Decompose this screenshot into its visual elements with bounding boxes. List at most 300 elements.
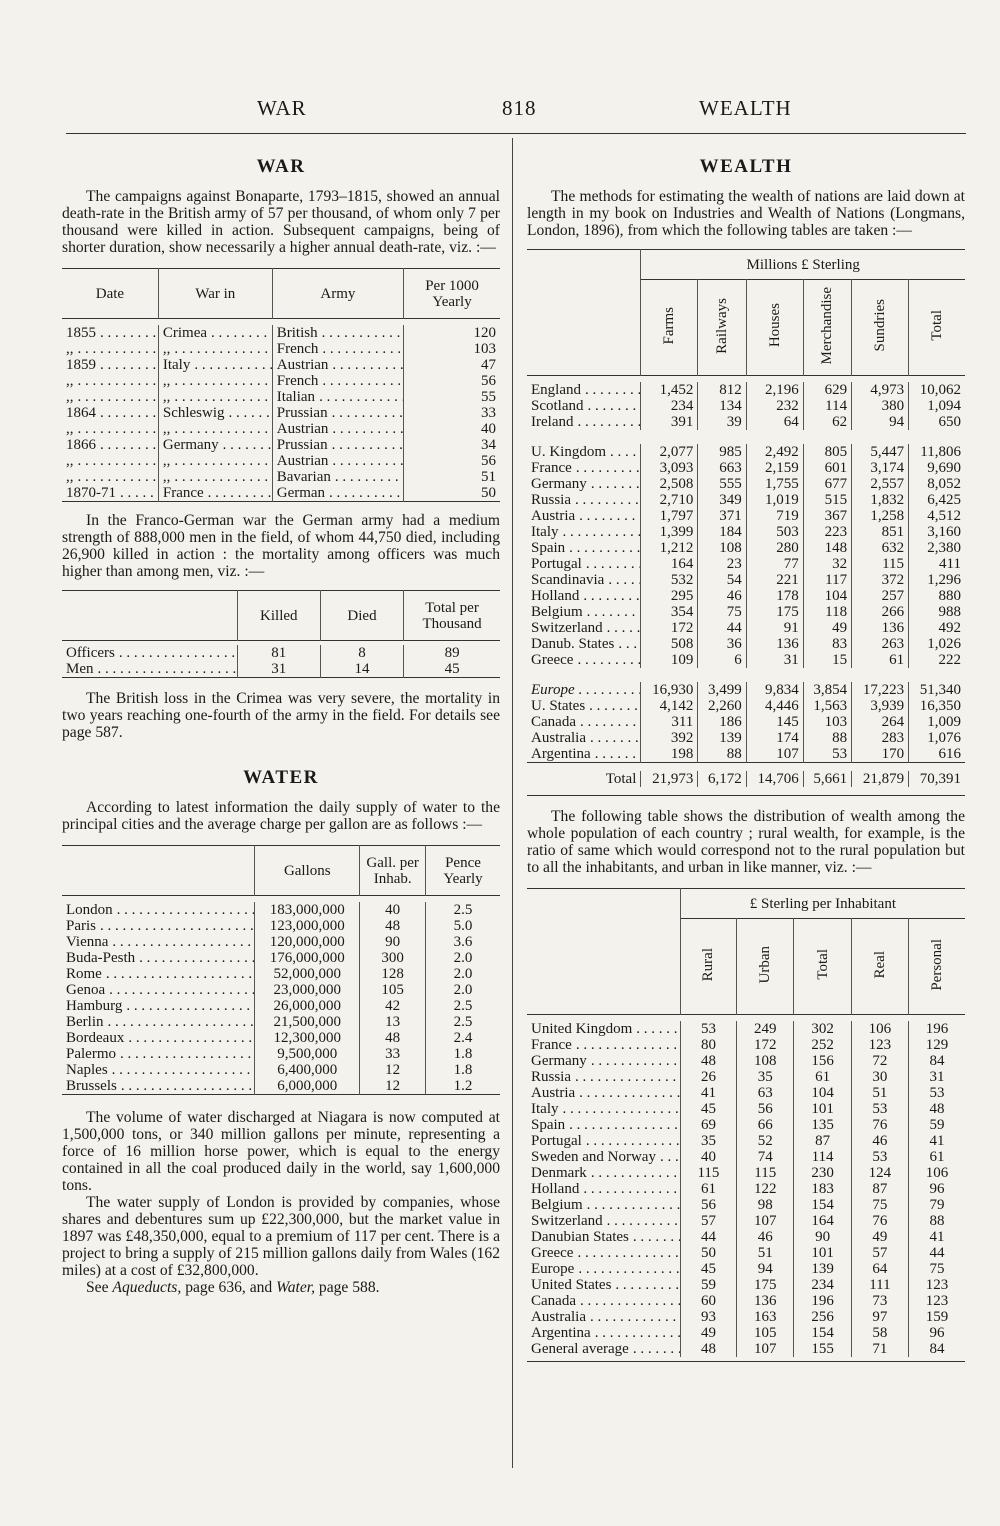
table-cell: 2.5 (426, 902, 500, 918)
table-cell: 107 (737, 1341, 794, 1357)
table-row (527, 1053, 965, 1069)
total-cell: 70,391 (909, 771, 965, 787)
table-cell: 411 (909, 556, 965, 572)
table-cell: 16,930 (641, 682, 698, 698)
column-header (851, 919, 908, 1015)
table-cell: 69 (680, 1117, 736, 1133)
table-cell: 264 (852, 714, 909, 730)
table-cell: Scandinavia . . . (527, 572, 641, 588)
table-cell: 48 (680, 1053, 736, 1069)
table-row (527, 1261, 965, 1277)
table-cell: 31 (237, 661, 320, 678)
table-cell: 71 (851, 1341, 908, 1357)
table-cell: 26,000,000 (255, 998, 360, 1014)
table-header: Pence Yearly (426, 846, 500, 896)
table-cell: ,, . . . (62, 389, 158, 405)
table-cell: 39 (698, 414, 746, 430)
total-cell: 5,661 (803, 771, 851, 787)
table-cell: 234 (794, 1277, 851, 1293)
table-cell: 1,296 (909, 572, 965, 588)
gap-cell (527, 430, 965, 444)
table-cell: 46 (698, 588, 746, 604)
table-cell: 33 (360, 1046, 426, 1062)
table-cell: 136 (746, 636, 803, 652)
table-row (62, 373, 500, 389)
table-cell: 44 (680, 1229, 736, 1245)
water-table-body (62, 902, 500, 1095)
table-cell: 105 (360, 982, 426, 998)
column-header (909, 280, 965, 376)
table-cell: 256 (794, 1309, 851, 1325)
table-row (527, 524, 965, 540)
table-cell: 1864 . . . (62, 405, 158, 421)
column-header-label: Urban (757, 945, 774, 984)
table-cell: 106 (851, 1021, 908, 1037)
table-cell: Switzerland . . . (527, 620, 641, 636)
table-row (527, 398, 965, 414)
table-cell: 88 (698, 746, 746, 763)
table-cell: 196 (794, 1293, 851, 1309)
table-cell: 41 (909, 1133, 965, 1149)
table-cell: 183 (794, 1181, 851, 1197)
table-cell: Scotland . . . (527, 398, 641, 414)
table-cell: 851 (852, 524, 909, 540)
table-cell: 46 (737, 1229, 794, 1245)
table-cell: 114 (794, 1149, 851, 1165)
table-cell: Crimea . . . (158, 325, 272, 341)
table-cell: 87 (851, 1181, 908, 1197)
table-cell: 629 (803, 382, 851, 398)
table-row (527, 1229, 965, 1245)
table-cell: 31 (909, 1069, 965, 1085)
table-cell: 109 (641, 652, 698, 668)
table-cell: 129 (909, 1037, 965, 1053)
water-niagara-text: The volume of water discharged at Niagara is now computed at 1,500,000 tons, or 340 million gallons per minute, representing a force of 16 million horse power, which is equal to the energy contained in all the coal produced daily in the world, say 1,600,000 tons. (62, 1109, 500, 1194)
table-row (527, 604, 965, 620)
table-cell: 35 (737, 1069, 794, 1085)
table-cell: Germany . . . (527, 476, 641, 492)
table-row (62, 453, 500, 469)
table-cell: Europe . . . (527, 682, 641, 698)
table-row (62, 1046, 500, 1062)
table-cell: Danubian States . . . (527, 1229, 680, 1245)
table-cell: 55 (404, 389, 500, 405)
table-cell: Austria . . . (527, 508, 641, 524)
table-cell: French . . . (272, 373, 403, 389)
table-cell: Belgium . . . (527, 604, 641, 620)
table-cell: Europe . . . (527, 1261, 680, 1277)
table-cell: 48 (360, 1030, 426, 1046)
table-cell: 178 (746, 588, 803, 604)
table-cell: Brussels . . . (62, 1078, 255, 1095)
table-cell: 51 (737, 1245, 794, 1261)
table-cell: 154 (794, 1325, 851, 1341)
table-cell: 123 (909, 1293, 965, 1309)
table-cell: 1,797 (641, 508, 698, 524)
table-cell: 232 (746, 398, 803, 414)
running-header (62, 96, 962, 126)
table-cell: 51 (404, 469, 500, 485)
table-row (62, 485, 500, 502)
table-cell: 53 (680, 1021, 736, 1037)
table-cell: 57 (680, 1213, 736, 1229)
per-inhabitant-body (527, 1021, 965, 1357)
table-cell: 32 (803, 556, 851, 572)
table-row (62, 405, 500, 421)
table-cell: 118 (803, 604, 851, 620)
table-cell: 249 (737, 1021, 794, 1037)
table-row (527, 1213, 965, 1229)
table-cell: ,, . . . (62, 421, 158, 437)
table-cell: 349 (698, 492, 746, 508)
table-header: Gallons (255, 846, 360, 896)
table-cell: Prussian . . . (272, 437, 403, 453)
table-cell: 104 (794, 1085, 851, 1101)
table-cell: 84 (909, 1341, 965, 1357)
table-cell: 103 (404, 341, 500, 357)
table-cell: 94 (737, 1261, 794, 1277)
table-cell: France . . . (527, 460, 641, 476)
table-cell: Hamburg . . . (62, 998, 255, 1014)
table-cell: 164 (641, 556, 698, 572)
table-row (62, 389, 500, 405)
wealth-group-header: Millions £ Sterling (641, 250, 965, 280)
running-header-left: WAR (257, 96, 307, 120)
table-cell: 90 (794, 1229, 851, 1245)
table-cell: 40 (404, 421, 500, 437)
table-cell: 805 (803, 444, 851, 460)
table-cell: 632 (852, 540, 909, 556)
table-cell: 114 (803, 398, 851, 414)
table-row (62, 469, 500, 485)
column-header-label: Merchandise (819, 286, 836, 365)
table-cell: General average . . . (527, 1341, 680, 1357)
table-row (62, 998, 500, 1014)
table-cell: Prussian . . . (272, 405, 403, 421)
table-cell: 2,710 (641, 492, 698, 508)
table-cell: ,, . . . (62, 469, 158, 485)
column-header (737, 919, 794, 1015)
table-cell: ,, . . . (62, 341, 158, 357)
table-cell: 61 (794, 1069, 851, 1085)
table-row (527, 1069, 965, 1085)
table-cell: 134 (698, 398, 746, 414)
war-title: WAR (256, 156, 306, 177)
table-cell: 139 (794, 1261, 851, 1277)
table-cell: 8 (320, 645, 403, 661)
table-cell: Berlin . . . (62, 1014, 255, 1030)
table-cell: Australia . . . (527, 730, 641, 746)
table-row (527, 698, 965, 714)
table-row (527, 460, 965, 476)
table-cell: Ireland . . . (527, 414, 641, 430)
war-table-body (62, 325, 500, 502)
table-row (527, 1101, 965, 1117)
table-cell: Sweden and Norway . . . (527, 1149, 680, 1165)
table-cell: ,, . . . (158, 389, 272, 405)
table-cell: Portugal . . . (527, 1133, 680, 1149)
table-cell: 52,000,000 (255, 966, 360, 982)
table-cell: 2.4 (426, 1030, 500, 1046)
table-cell: 283 (852, 730, 909, 746)
table-cell: 76 (851, 1213, 908, 1229)
table-header: Per 1000 Yearly (404, 269, 500, 319)
table-cell: 57 (851, 1245, 908, 1261)
table-cell: Officers . . . (62, 645, 237, 661)
table-cell: 53 (851, 1101, 908, 1117)
table-cell: 2.5 (426, 998, 500, 1014)
table-cell: 266 (852, 604, 909, 620)
total-cell: 21,879 (852, 771, 909, 787)
table-cell: 56 (404, 453, 500, 469)
war-intro: The campaigns against Bonaparte, 1793–1815, showed an annual death-rate in the British army of 57 per thousand, of whom only 7 per thousand were killed in action. Subsequent campaigns, being of shorter duration, show necessarily a higher annual death-rate, viz. :— (62, 188, 500, 256)
table-cell: 111 (851, 1277, 908, 1293)
table-cell: 30 (851, 1069, 908, 1085)
table-cell: British . . . (272, 325, 403, 341)
wealth-millions-table (527, 249, 965, 796)
water-london-text: The water supply of London is provided by companies, whose shares and debentures sum up £22,300,000, but the market value in 1897 was £48,350,000, equal to a premium of 117 per cent. There is a project to bring a supply of 215 million gallons daily from Wales (162 miles) at a cost of £32,800,000. (62, 1194, 500, 1279)
table-row (527, 1149, 965, 1165)
table-cell: 58 (851, 1325, 908, 1341)
table-cell: 52 (737, 1133, 794, 1149)
table-cell: 53 (909, 1085, 965, 1101)
table-cell: ,, . . . (158, 453, 272, 469)
table-cell: Spain . . . (527, 540, 641, 556)
table-cell: Russia . . . (527, 1069, 680, 1085)
table-cell: 40 (680, 1149, 736, 1165)
total-cell: Total (605, 771, 637, 787)
table-row (527, 1293, 965, 1309)
column-header-label: Houses (766, 303, 783, 348)
see-aqueducts-link: Aqueducts, (112, 1279, 182, 1296)
table-cell: 2.0 (426, 950, 500, 966)
table-cell: 175 (746, 604, 803, 620)
table-cell: 101 (794, 1101, 851, 1117)
table-cell: 48 (680, 1341, 736, 1357)
table-cell: 63 (737, 1085, 794, 1101)
water-intro: According to latest information the daily supply of water to the principal cities and the average charge per gallon are as follows :— (62, 799, 500, 833)
table-cell: 120 (404, 325, 500, 341)
table-header: Died (320, 591, 403, 641)
total-cell: 6,172 (698, 771, 746, 787)
table-cell: 45 (680, 1261, 736, 1277)
table-cell: 263 (852, 636, 909, 652)
table-cell: 6,425 (909, 492, 965, 508)
table-cell: 98 (737, 1197, 794, 1213)
table-row (62, 1078, 500, 1095)
table-cell: 601 (803, 460, 851, 476)
table-cell: 54 (698, 572, 746, 588)
table-cell: 145 (746, 714, 803, 730)
table-cell: 94 (852, 414, 909, 430)
table-cell: 41 (909, 1229, 965, 1245)
table-cell: 44 (698, 620, 746, 636)
table-cell: 1866 . . . (62, 437, 158, 453)
table-cell: 88 (909, 1213, 965, 1229)
table-row (62, 357, 500, 373)
table-cell: 107 (737, 1213, 794, 1229)
table-cell: 812 (698, 382, 746, 398)
table-header (62, 846, 255, 896)
table-cell: 2,380 (909, 540, 965, 556)
column-header (641, 280, 698, 376)
table-cell: 148 (803, 540, 851, 556)
column-header (852, 280, 909, 376)
table-row (527, 652, 965, 668)
table-cell: 164 (794, 1213, 851, 1229)
table-cell: 47 (404, 357, 500, 373)
table-cell: 96 (909, 1325, 965, 1341)
table-cell: 2,077 (641, 444, 698, 460)
table-cell: 616 (909, 746, 965, 763)
table-cell: 3,854 (803, 682, 851, 698)
table-row (527, 746, 965, 763)
table-cell: 49 (851, 1229, 908, 1245)
table-row (527, 1037, 965, 1053)
table-cell: 61 (852, 652, 909, 668)
table-header: Gall. per Inhab. (360, 846, 426, 896)
gap-cell (527, 668, 965, 682)
table-cell: 1.2 (426, 1078, 500, 1095)
table-cell: 9,500,000 (255, 1046, 360, 1062)
table-cell: 650 (909, 414, 965, 430)
table-cell: France . . . (158, 485, 272, 502)
table-cell: 124 (851, 1165, 908, 1181)
table-row (527, 476, 965, 492)
column-header-label: Real (871, 950, 888, 979)
table-cell: 56 (737, 1101, 794, 1117)
table-cell: 1855 . . . (62, 325, 158, 341)
table-row (62, 950, 500, 966)
table-cell: Paris . . . (62, 918, 255, 934)
table-cell: 1,019 (746, 492, 803, 508)
left-column (62, 150, 500, 1296)
table-cell: 64 (851, 1261, 908, 1277)
table-cell: 3,093 (641, 460, 698, 476)
table-cell: Italy . . . (527, 1101, 680, 1117)
table-cell: 73 (851, 1293, 908, 1309)
table-row (62, 437, 500, 453)
table-cell: Holland . . . (527, 588, 641, 604)
table-row (62, 325, 500, 341)
table-cell: 13 (360, 1014, 426, 1030)
table-cell: 1,563 (803, 698, 851, 714)
table-cell: 175 (737, 1277, 794, 1293)
table-cell: 4,142 (641, 698, 698, 714)
table-cell: 2,492 (746, 444, 803, 460)
table-row (62, 1062, 500, 1078)
table-row (62, 1014, 500, 1030)
war-death-rate-table (62, 268, 500, 512)
table-cell: 139 (698, 730, 746, 746)
table-header: Total per Thousand (404, 591, 500, 641)
table-cell: 64 (746, 414, 803, 430)
table-cell: 91 (746, 620, 803, 636)
war-crimea-text: The British loss in the Crimea was very severe, the mortality in two years reaching one-fourth of the army in the field. For details see page 587. (62, 690, 500, 741)
table-cell: 75 (698, 604, 746, 620)
table-row (527, 636, 965, 652)
table-cell: 184 (698, 524, 746, 540)
table-cell: 49 (803, 620, 851, 636)
page-number: 818 (502, 96, 537, 120)
table-cell: 61 (680, 1181, 736, 1197)
column-header-label: Total (929, 310, 946, 341)
column-header-label: Rural (700, 947, 717, 982)
table-cell: 123 (851, 1037, 908, 1053)
table-cell: 75 (909, 1261, 965, 1277)
table-cell: 663 (698, 460, 746, 476)
column-header-label: Farms (661, 306, 678, 345)
table-cell: 10,062 (909, 382, 965, 398)
table-cell: 1,076 (909, 730, 965, 746)
table-row (527, 1245, 965, 1261)
table-cell: 36 (698, 636, 746, 652)
table-cell: 23 (698, 556, 746, 572)
table-row (62, 982, 500, 998)
per-inhabitant-group-header: £ Sterling per Inhabitant (680, 889, 965, 919)
wealth-table-body (527, 382, 965, 763)
table-cell: Austrian . . . (272, 357, 403, 373)
table-cell: 44 (909, 1245, 965, 1261)
table-cell: 108 (737, 1053, 794, 1069)
table-cell: 367 (803, 508, 851, 524)
table-cell: 155 (794, 1341, 851, 1357)
table-cell: 97 (851, 1309, 908, 1325)
table-cell: 2.0 (426, 966, 500, 982)
table-cell: Naples . . . (62, 1062, 255, 1078)
table-cell: 51 (851, 1085, 908, 1101)
table-cell: ,, . . . (158, 373, 272, 389)
table-row (527, 1165, 965, 1181)
table-row (527, 540, 965, 556)
table-cell: 295 (641, 588, 698, 604)
total-cell: 14,706 (746, 771, 803, 787)
table-header: Army (272, 269, 403, 319)
table-cell: 3,499 (698, 682, 746, 698)
table-cell: 115 (680, 1165, 736, 1181)
table-row (527, 556, 965, 572)
table-cell: 48 (360, 918, 426, 934)
table-cell: Denmark . . . (527, 1165, 680, 1181)
table-cell: 300 (360, 950, 426, 966)
table-cell: 31 (746, 652, 803, 668)
table-row (527, 1309, 965, 1325)
table-cell: 880 (909, 588, 965, 604)
table-cell: 79 (909, 1197, 965, 1213)
table-cell: 532 (641, 572, 698, 588)
table-cell: 3,174 (852, 460, 909, 476)
table-cell: 72 (851, 1053, 908, 1069)
wealth-middle-text: The following table shows the distribution of wealth among the whole population of each country ; rural wealth, for example, is the ratio of same which would correspond not to the rural population but to all the inhabitants, and urban in like manner, viz. :— (527, 808, 965, 876)
table-cell: 101 (794, 1245, 851, 1261)
table-row (527, 1133, 965, 1149)
table-cell: 56 (680, 1197, 736, 1213)
table-row (527, 414, 965, 430)
table-cell: 6,400,000 (255, 1062, 360, 1078)
table-cell: 35 (680, 1133, 736, 1149)
table-row (527, 730, 965, 746)
table-cell: 234 (641, 398, 698, 414)
table-cell: 56 (404, 373, 500, 389)
table-row (527, 1181, 965, 1197)
table-cell: 96 (909, 1181, 965, 1197)
table-cell: 2,159 (746, 460, 803, 476)
table-cell: 93 (680, 1309, 736, 1325)
table-cell: Spain . . . (527, 1117, 680, 1133)
table-cell: 12 (360, 1062, 426, 1078)
table-cell: Rome . . . (62, 966, 255, 982)
table-cell: 2,260 (698, 698, 746, 714)
